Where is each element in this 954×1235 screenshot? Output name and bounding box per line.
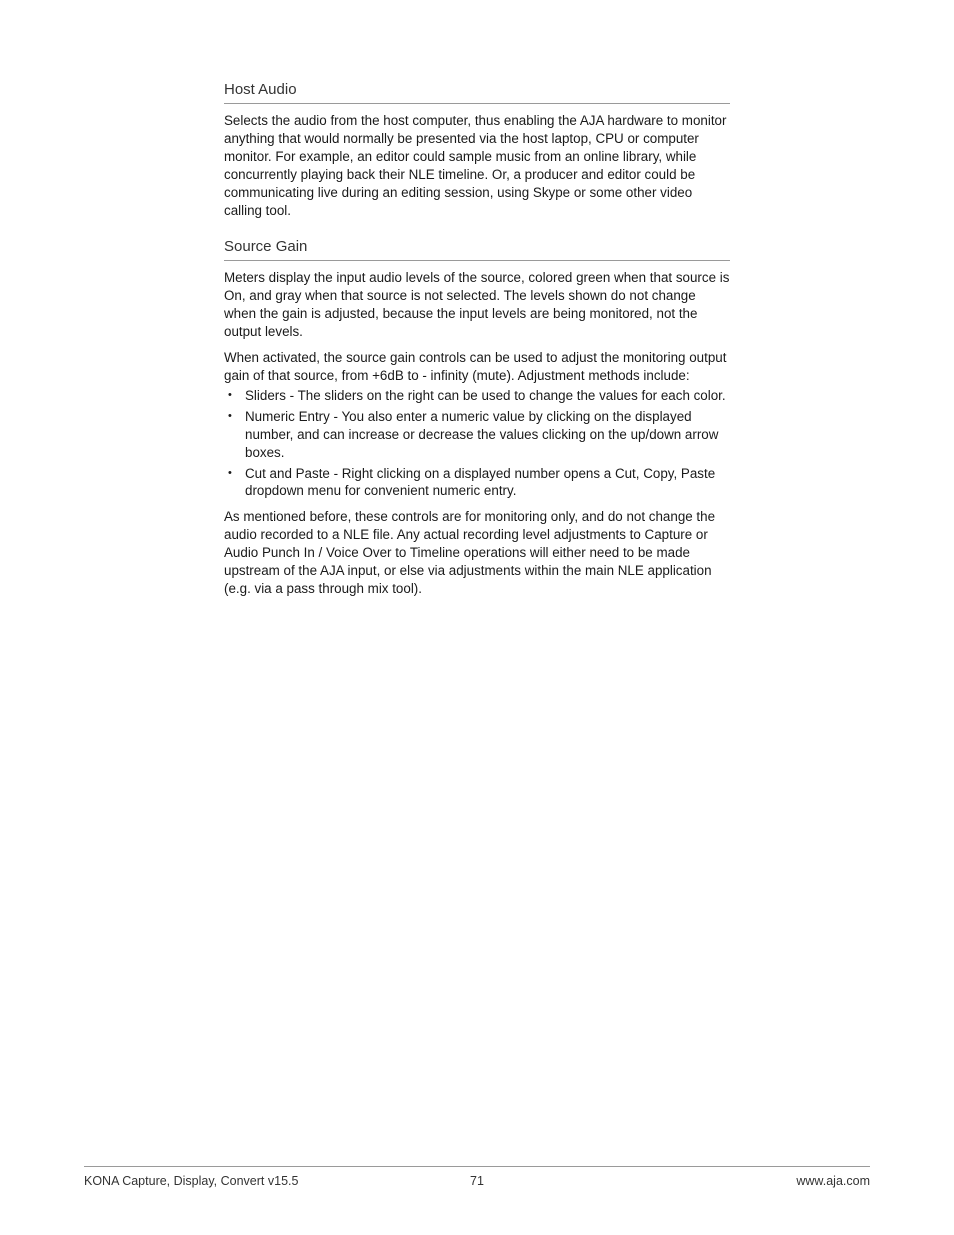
paragraph: As mentioned before, these controls are for monitoring only, and do not change the audio recorded to a NLE file. Any actual recording level adjustments to Capture or Audio Punch In / Voice Over to Timeline operations will either need to be made upstream of the AJA input, or else via adjustments within the main NLE application (e.g. via a pass through mix tool). bbox=[224, 509, 716, 596]
list-item-text: Sliders - The sliders on the right can be used to change the values for each color. bbox=[245, 387, 726, 403]
section-heading-host-audio: Host Audio bbox=[224, 80, 730, 104]
footer-document-title: KONA Capture, Display, Convert v15.5 bbox=[84, 1174, 299, 1188]
page-footer bbox=[84, 1166, 870, 1192]
list-item-text: Cut and Paste - Right clicking on a displayed number opens a Cut, Copy, Paste dropdown menu for convenient numeric entry. bbox=[245, 465, 716, 499]
bullet-icon: • bbox=[228, 388, 232, 401]
footer-website: www.aja.com bbox=[796, 1174, 870, 1188]
bullet-icon: • bbox=[228, 409, 232, 422]
paragraph: When activated, the source gain controls can be used to adjust the monitoring output gain of that source, from +6dB to - infinity (mute). Adjustment methods include: bbox=[224, 350, 727, 383]
list-item bbox=[224, 387, 730, 405]
list-item bbox=[224, 408, 730, 462]
section-source-gain bbox=[224, 237, 730, 597]
bullet-icon: • bbox=[228, 466, 232, 479]
list-item-text: Numeric Entry - You also enter a numeric value by clicking on the displayed number, and can increase or decrease the values clicking on the up/down arrow boxes. bbox=[245, 408, 719, 460]
section-heading-source-gain: Source Gain bbox=[224, 237, 730, 261]
adjustment-methods-list bbox=[224, 387, 730, 500]
document-body bbox=[224, 80, 730, 616]
paragraph: Selects the audio from the host computer, thus enabling the AJA hardware to monitor anything that would normally be presented via the host laptop, CPU or computer monitor. For example, an editor could sample music from an online library, while concurrently playing back their NLE timeline. Or, a producer and editor could be communicating live during an editing session, using Skype or some other video calling tool. bbox=[224, 113, 727, 218]
section-host-audio bbox=[224, 80, 730, 219]
list-item bbox=[224, 465, 730, 501]
paragraph: Meters display the input audio levels of the source, colored green when that source is On, and gray when that source is not selected. The levels shown do not change when the gain is adjusted, because the input levels are being monitored, not the output levels. bbox=[224, 270, 730, 340]
footer-page-number: 71 bbox=[470, 1174, 484, 1188]
